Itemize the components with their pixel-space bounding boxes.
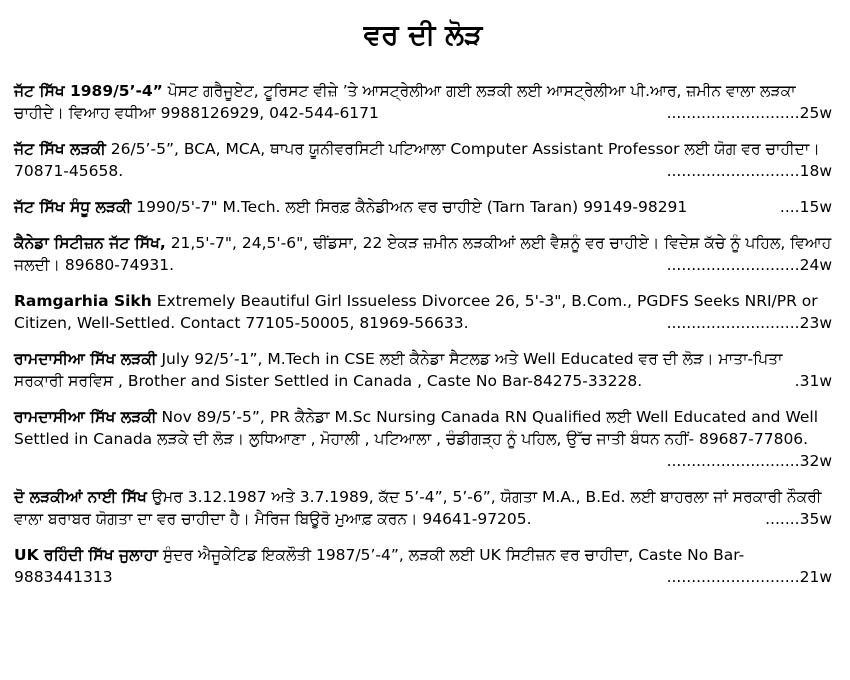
ads-list xyxy=(14,80,832,588)
ad-text: Nov 89/5’-5”, PR ਕੈਨੇਡਾ M.Sc Nursing Canada RN Qualified ਲਈ Well Educated and Well Settled in Canada ਲੜਕੇ ਦੀ ਲੋੜ। ਲੁਧਿਆਣਾ , ਮੋਹਾਲੀ , ਪਟਿਆਲਾ , ਚੰਡੀਗੜ੍ਹ ਨੂੰ ਪਹਿਲ, ਉੱਚ ਜਾਤੀ ਬੰਧਨ ਨਹੀਂ- 89687-77806. xyxy=(14,408,819,448)
ad-code: ...........................24w xyxy=(666,256,832,274)
ad-heading: ਦੋ ਲੜਕੀਆਂ ਨਾਈ ਸਿੱਖ xyxy=(14,488,147,506)
ad-code: ...........................21w xyxy=(666,568,832,586)
classified-ad xyxy=(14,232,832,276)
ad-heading: ਜੱਟ ਸਿੱਖ 1989/5’-4” xyxy=(14,82,163,100)
page-title: ਵਰ ਦੀ ਲੋੜ xyxy=(363,18,483,51)
ad-text: 1990/5'-7" M.Tech. ਲਈ ਸਿਰਫ਼ ਕੈਨੇਡੀਅਨ ਵਰ ਚਾਹੀਏ (Tarn Taran) 99149-98291 xyxy=(131,198,688,216)
classified-ad xyxy=(14,544,832,588)
classified-ad xyxy=(14,290,832,334)
ad-code: ...........................18w xyxy=(666,162,832,180)
ad-heading: Ramgarhia Sikh xyxy=(14,292,152,310)
classified-ad xyxy=(14,406,832,472)
ad-heading: ਜੱਟ ਸਿੱਖ ਲੜਕੀ xyxy=(14,140,106,158)
ad-text: ਪੋਸਟ ਗਰੈਜੂਏਟ, ਟੂਰਿਸਟ ਵੀਜ਼ੇ ’ਤੇ ਆਸਟ੍ਰੇਲੀਆ ਗਈ ਲੜਕੀ ਲਈ ਆਸਟ੍ਰੇਲੀਆ ਪੀ.ਆਰ, ਜ਼ਮੀਨ ਵਾਲਾ ਲੜਕਾ ਚਾਹੀਦੇ। ਵਿਆਹ ਵਧੀਆ 9988126929, 042-544-6171 xyxy=(14,82,796,122)
ad-code: .31w xyxy=(794,372,832,390)
ad-code: .......35w xyxy=(765,510,832,528)
ad-heading: UK ਰਹਿੰਦੀ ਸਿੱਖ ਜੁਲਾਹਾ xyxy=(14,546,158,564)
ad-heading: ਕੈਨੇਡਾ ਸਿਟੀਜ਼ਨ ਜੱਟ ਸਿੱਖ, xyxy=(14,234,166,252)
classified-ad xyxy=(14,486,832,530)
ad-code: ...........................25w xyxy=(666,104,832,122)
ad-heading: ਰਾਮਦਾਸੀਆ ਸਿੱਖ ਲੜਕੀ xyxy=(14,350,157,368)
ad-text: 26/5’-5”, BCA, MCA, ਥਾਪਰ ਯੂਨੀਵਰਸਿਟੀ ਪਟਿਆਲਾ Computer Assistant Professor ਲਈ ਯੋਗ ਵਰ ਚਾਹੀਦਾ। 70871-45658. xyxy=(14,140,820,180)
classified-ad xyxy=(14,138,832,182)
ad-heading: ਜੱਟ ਸਿੱਖ ਸੰਧੂ ਲੜਕੀ xyxy=(14,198,132,216)
ad-text: ਉਮਰ 3.12.1987 ਅਤੇ 3.7.1989, ਕੱਦ 5’-4”, 5’-6”, ਯੋਗਤਾ M.A., B.Ed. ਲਈ ਬਾਹਰਲਾ ਜਾਂ ਸਰਕਾਰੀ ਨੌਕਰੀ ਵਾਲਾ ਬਰਾਬਰ ਯੋਗਤਾ ਦਾ ਵਰ ਚਾਹੀਦਾ ਹੈ। ਮੈਰਿਜ ਬਿਊਰੋ ਮੁਆਫ਼ ਕਰਨ। 94641-97205. xyxy=(14,488,822,528)
ad-text: July 92/5’-1”, M.Tech in CSE ਲਈ ਕੈਨੇਡਾ ਸੈਟਲਡ ਅਤੇ Well Educated ਵਰ ਦੀ ਲੋੜ। ਮਾਤਾ-ਪਿਤਾ ਸਰਕਾਰੀ ਸਰਵਿਸ , Brother and Sister Settled in Canada , Caste No Bar-84275-33228. xyxy=(14,350,783,390)
ad-code: ...........................32w xyxy=(666,452,832,470)
ad-code: ...........................23w xyxy=(666,314,832,332)
classified-ad xyxy=(14,196,832,218)
classified-ad xyxy=(14,80,832,124)
ad-text: Extremely Beautiful Girl Issueless Divorcee 26, 5'-3", B.Com., PGDFS Seeks NRI/PR or Citizen, Well-Settled. Contact 77105-50005, 81969-56633. xyxy=(14,292,818,332)
ad-text: 21,5'-7", 24,5'-6", ਢੀਂਡਸਾ, 22 ਏਕੜ ਜ਼ਮੀਨ ਲੜਕੀਆਂ ਲਈ ਵੈਸ਼ਨੂੰ ਵਰ ਚਾਹੀਏ। ਵਿਦੇਸ਼ ਕੱਚੇ ਨੂੰ ਪਹਿਲ, ਵਿਆਹ ਜਲਦੀ। 89680-74931. xyxy=(14,234,832,274)
ad-heading: ਰਾਮਦਾਸੀਆ ਸਿੱਖ ਲੜਕੀ xyxy=(14,408,157,426)
ad-text: ਸੁੰਦਰ ਐਜੂਕੇਟਿਡ ਇਕਲੌਤੀ 1987/5’-4”, ਲੜਕੀ ਲਈ UK ਸਿਟੀਜ਼ਨ ਵਰ ਚਾਹੀਦਾ, Caste No Bar-9883441313 xyxy=(14,546,745,586)
ad-code: ....15w xyxy=(779,198,832,216)
classified-ad xyxy=(14,348,832,392)
